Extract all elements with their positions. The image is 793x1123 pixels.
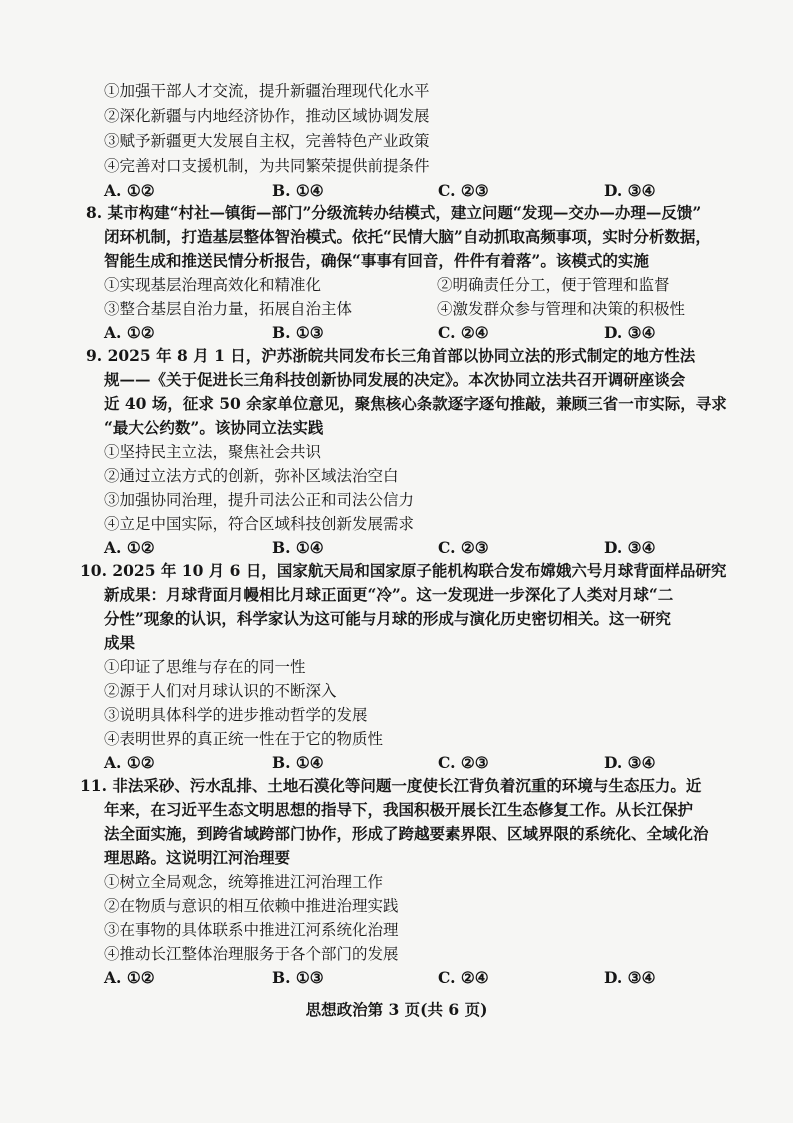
q10-statement-1: ①印证了思维与存在的同一性 — [104, 658, 306, 676]
q9-statement-1: ①坚持民主立法，聚焦社会共识 — [104, 443, 322, 461]
q7-statement-4: ④完善对口支援机制，为共同繁荣提供前提条件 — [104, 157, 430, 175]
q9-option-a: A. ①② — [104, 538, 155, 557]
q10-stem-line-4: 成果 — [104, 633, 136, 652]
q8-option-d: D. ③④ — [604, 323, 656, 342]
q11-option-b: B. ①③ — [272, 968, 324, 987]
q8-option-b: B. ①③ — [272, 323, 324, 342]
q8-statement-4: ④激发群众参与管理和决策的积极性 — [437, 300, 686, 318]
q11-option-d: D. ③④ — [604, 968, 656, 987]
q9-option-c: C. ②③ — [438, 538, 489, 557]
q8-stem-line-2: 闭环机制，打造基层整体智治模式。依托“民情大脑”自动抓取高频事项，实时分析数据， — [104, 227, 711, 246]
q11-stem-line-1: 11. 非法采砂、污水乱排、土地石漠化等问题一度使长江背负着沉重的环境与生态压力。近 — [80, 776, 702, 795]
q9-statement-3: ③加强协同治理，提升司法公正和司法公信力 — [104, 491, 415, 509]
q7-option-a: A. ①② — [104, 181, 155, 200]
q7-option-d: D. ③④ — [604, 181, 656, 200]
q10-option-d: D. ③④ — [604, 753, 656, 772]
q8-option-a: A. ①② — [104, 323, 155, 342]
q11-statement-1: ①树立全局观念，统筹推进江河治理工作 — [104, 873, 384, 891]
q10-stem-line-1: 10. 2025 年 10 月 6 日，国家航天局和国家原子能机构联合发布嫦娥六号月球背面样品研究 — [80, 561, 727, 580]
q10-option-c: C. ②③ — [438, 753, 489, 772]
q11-statement-4: ④推动长江整体治理服务于各个部门的发展 — [104, 945, 399, 963]
q11-statement-3: ③在事物的具体联系中推进江河系统化治理 — [104, 921, 399, 939]
q8-statement-1: ①实现基层治理高效化和精准化 — [104, 276, 322, 294]
q8-statement-3: ③整合基层自治力量，拓展自治主体 — [104, 300, 353, 318]
q11-stem-line-4: 理思路。这说明江河治理要 — [104, 848, 291, 867]
q10-stem-line-3: 分性”现象的认识，科学家认为这可能与月球的形成与演化历史密切相关。这一研究 — [104, 609, 671, 628]
q11-stem-line-2: 年来，在习近平生态文明思想的指导下，我国积极开展长江生态修复工作。从长江保护 — [104, 800, 694, 819]
q11-option-a: A. ①② — [104, 968, 155, 987]
q10-statement-3: ③说明具体科学的进步推动哲学的发展 — [104, 706, 368, 724]
q9-statement-4: ④立足中国实际，符合区域科技创新发展需求 — [104, 515, 415, 533]
q9-stem-line-3: 近 40 场，征求 50 余家单位意见，聚焦核心条款逐字逐句推敲，兼顾三省一市实际，寻求 — [104, 394, 727, 413]
q8-stem-line-1: 8. 某市构建“村社—镇街—部门”分级流转办结模式，建立问题“发现—交办—办理—反馈” — [86, 203, 702, 222]
q9-stem-line-1: 9. 2025 年 8 月 1 日，沪苏浙皖共同发布长三角首部以协同立法的形式制定的地方性法 — [86, 346, 696, 365]
q11-option-c: C. ②④ — [438, 968, 489, 987]
q7-statement-3: ③赋予新疆更大发展自主权，完善特色产业政策 — [104, 132, 430, 150]
q10-stem-line-2: 新成果：月球背面月幔相比月球正面更“冷”。这一发现进一步深化了人类对月球“二 — [104, 585, 674, 604]
q7-statement-1: ①加强干部人才交流，提升新疆治理现代化水平 — [104, 82, 430, 100]
q9-stem-line-4: “最大公约数”。该协同立法实践 — [104, 418, 324, 437]
q11-statement-2: ②在物质与意识的相互依赖中推进治理实践 — [104, 897, 399, 915]
q10-statement-4: ④表明世界的真正统一性在于它的物质性 — [104, 730, 384, 748]
page-footer: 思想政治第 3 页(共 6 页) — [305, 1000, 488, 1019]
q9-option-b: B. ①④ — [272, 538, 324, 557]
q7-option-b: B. ①④ — [272, 181, 324, 200]
q9-statement-2: ②通过立法方式的创新，弥补区域法治空白 — [104, 467, 399, 485]
q9-stem-line-2: 规——《关于促进长三角科技创新协同发展的决定》。本次协同立法共召开调研座谈会 — [104, 370, 686, 389]
q8-statement-2: ②明确责任分工，便于管理和监督 — [437, 276, 670, 294]
q8-stem-line-3: 智能生成和推送民情分析报告，确保“事事有回音，件件有着落”。该模式的实施 — [104, 251, 649, 270]
q10-option-a: A. ①② — [104, 753, 155, 772]
q11-stem-line-3: 法全面实施，到跨省域跨部门协作，形成了跨越要素界限、区域界限的系统化、全域化治 — [104, 824, 709, 843]
q7-statement-2: ②深化新疆与内地经济协作，推动区域协调发展 — [104, 107, 430, 125]
q7-option-c: C. ②③ — [438, 181, 489, 200]
q10-statement-2: ②源于人们对月球认识的不断深入 — [104, 682, 337, 700]
q8-option-c: C. ②④ — [438, 323, 489, 342]
q9-option-d: D. ③④ — [604, 538, 656, 557]
q10-option-b: B. ①④ — [272, 753, 324, 772]
